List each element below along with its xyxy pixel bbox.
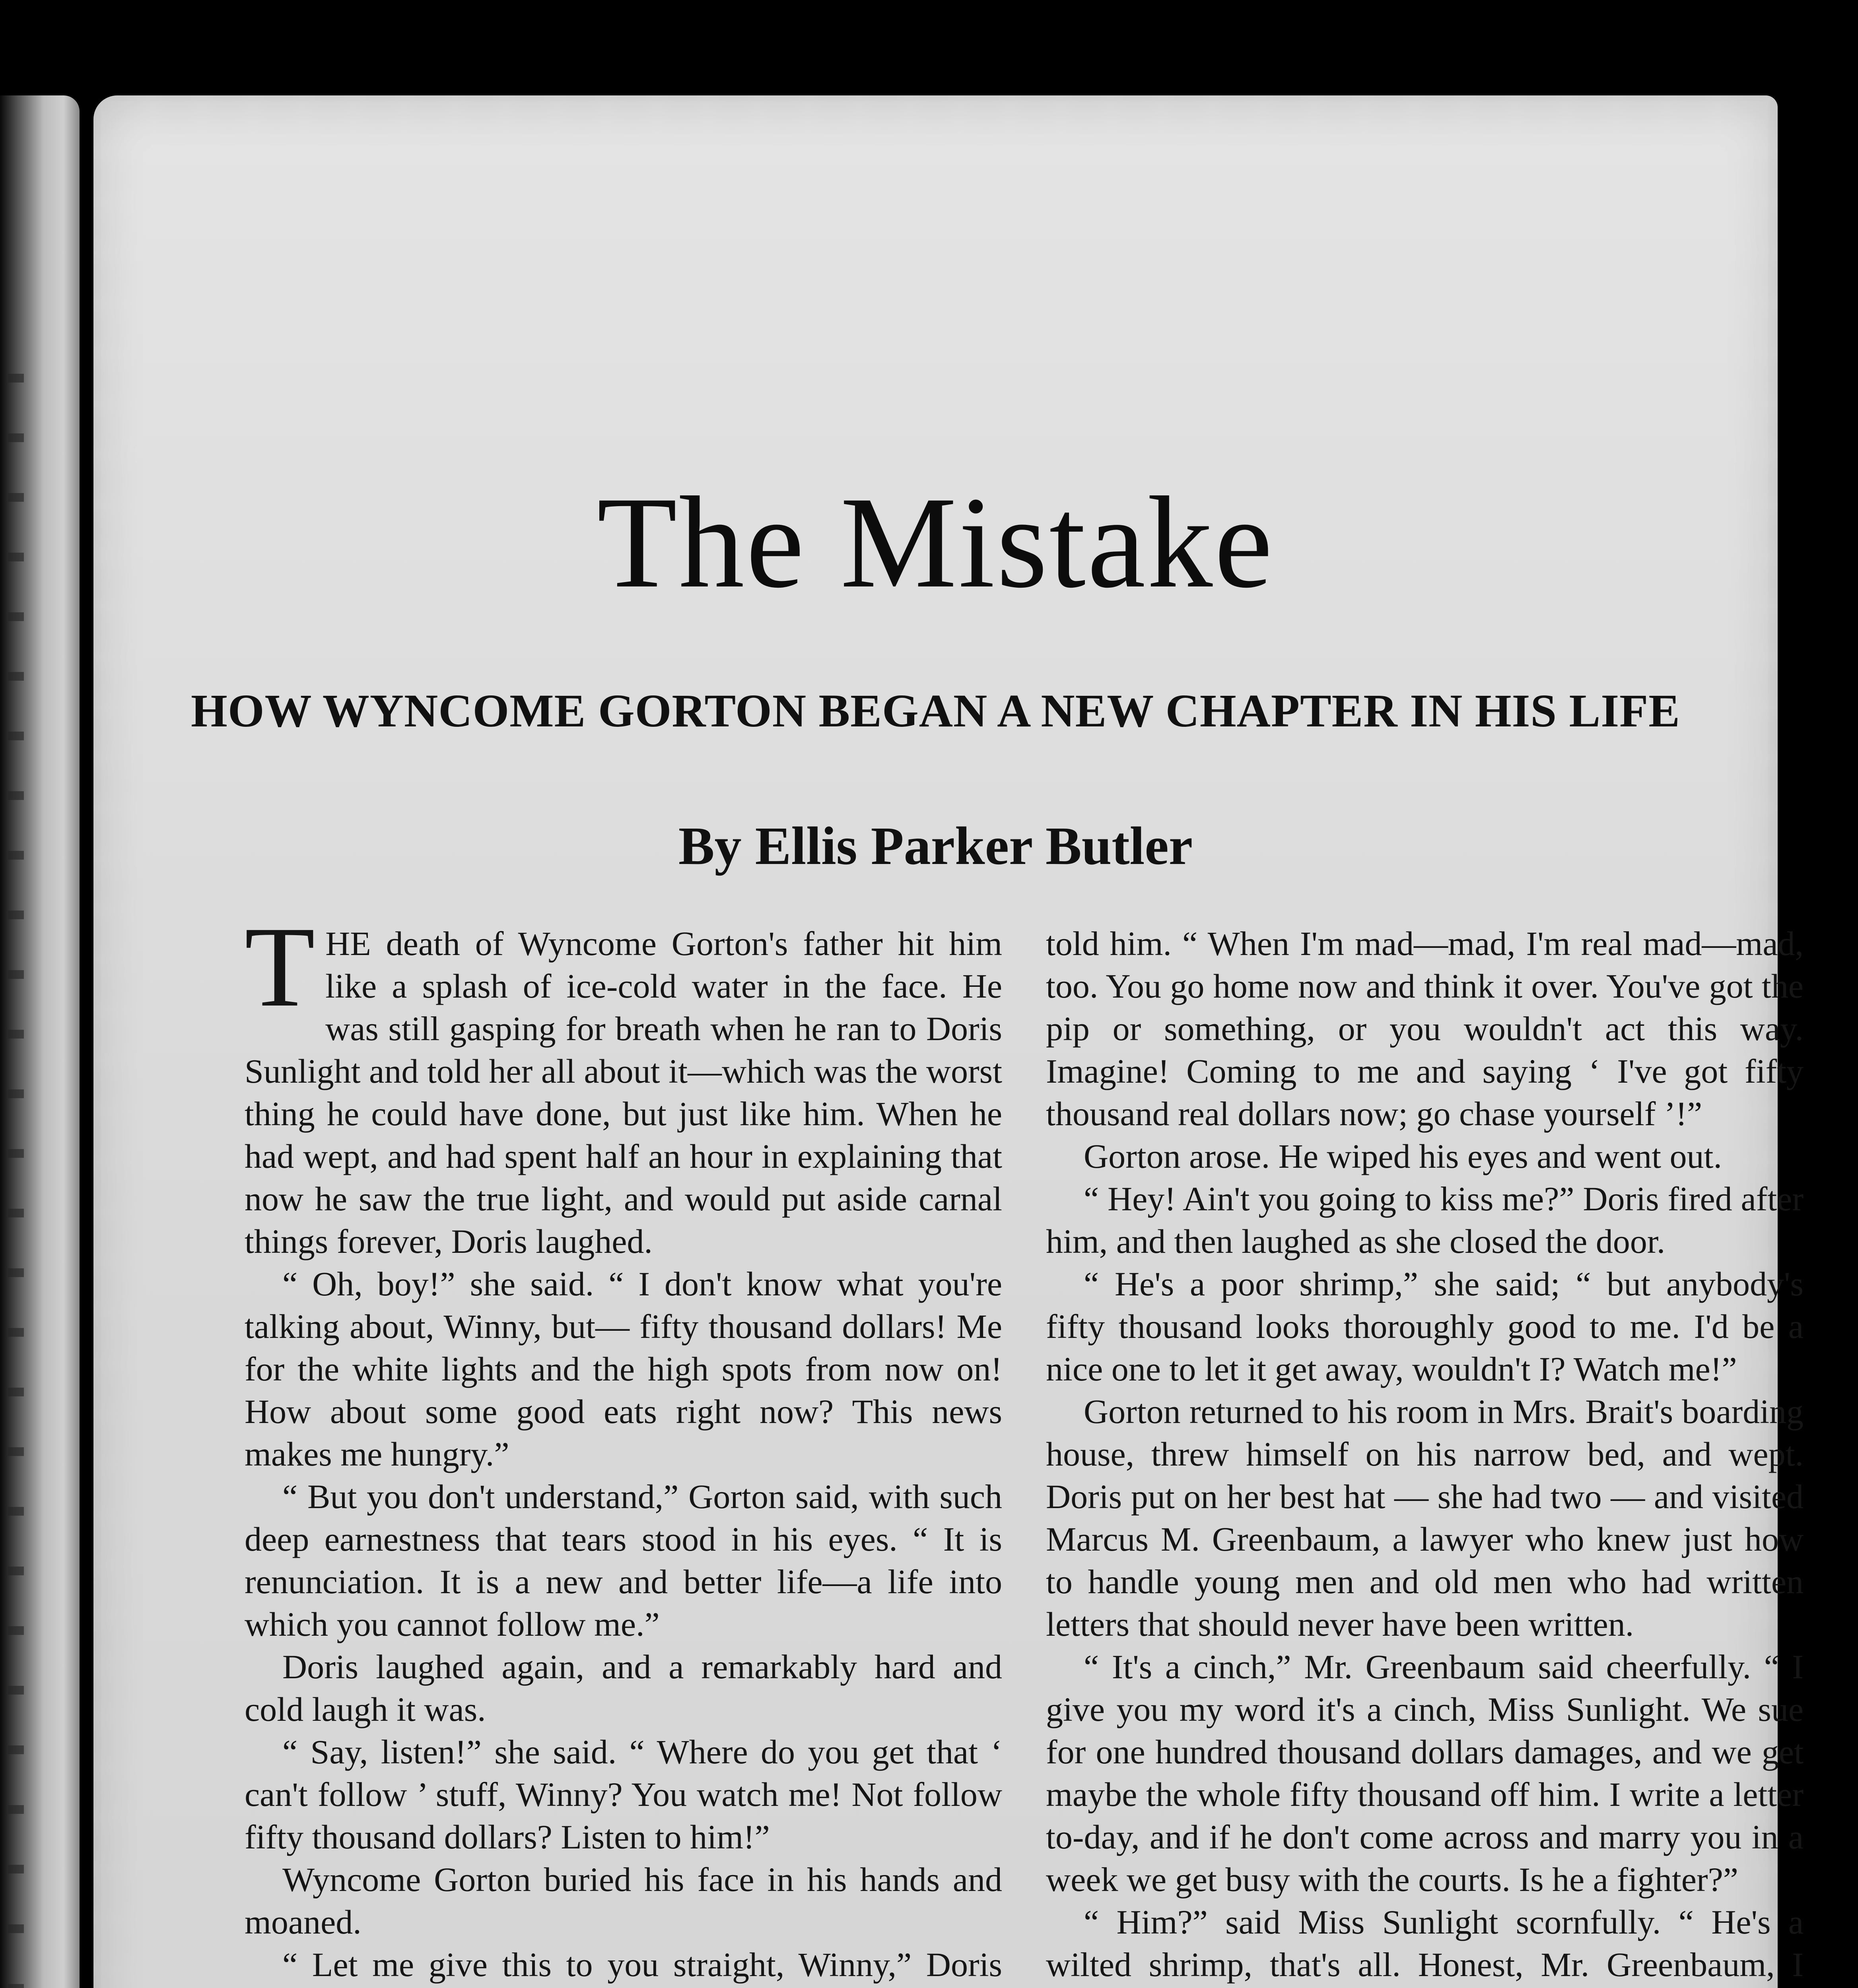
paragraph: told him. “ When I'm mad—mad, I'm real mad—mad, too. You go home now and think it over. You've got the pip or something, or you wouldn't act this way. Imagine! Coming to me and saying ‘ I've got fifty thousand real dollars now; go chase yourself ’!” bbox=[1046, 924, 1804, 1133]
paragraph: “ Say, listen!” she said. “ Where do you get that ‘ can't follow ’ stuff, Winny? You watch me! Not follow fifty thousand dollars? Listen to him!” bbox=[245, 1733, 1002, 1856]
paragraph: “ But you don't understand,” Gorton said, with such deep earnestness that tears stood in his eyes. “ It is renunciation. It is a new and better life—a life into which you cannot follow me.” bbox=[245, 1477, 1002, 1643]
paragraph bbox=[245, 903, 1002, 1263]
facing-page-edge bbox=[0, 95, 80, 1988]
story-title: The Mistake bbox=[597, 470, 1274, 615]
facing-page-text-fragments bbox=[8, 374, 24, 1988]
paragraph: “ Hey! Ain't you going to kiss me?” Doris fired after him, and then laughed as she closed the door. bbox=[1046, 1180, 1804, 1260]
text-column-left bbox=[245, 903, 1002, 1988]
magazine-page bbox=[93, 95, 1804, 1988]
paragraph-text: HE death of Wyncome Gorton's father hit him like a splash of ice-cold water in the face. He was still gasping for breath when he ran to Doris Sunlight and told her all about it—which was the worst thing he could have done, but just like him. When he had wept, and had spent half an hour in explaining that now he saw the true light, and would put aside carnal things forever, Doris laughed. bbox=[245, 924, 1002, 1260]
author-byline: By Ellis Parker Butler bbox=[678, 816, 1193, 876]
paragraph: “ It's a cinch,” Mr. Greenbaum said cheerfully. “ I give you my word it's a cinch, Miss Sunlight. We sue for one hundred thousand dollars damages, and we get maybe the whole fifty thousand off him. I write a letter to-day, and if he don't come across and marry you in a week we get busy with the courts. Is he a fighter?” bbox=[1046, 1648, 1804, 1899]
paragraph: “ He's a poor shrimp,” she said; “ but anybody's fifty thousand looks thoroughly good to me. I'd be a nice one to let it get away, wouldn't I? Watch me!” bbox=[1046, 1265, 1804, 1388]
paragraph: Gorton returned to his room in Mrs. Brait's boarding house, threw himself on his narrow bed, and wept. Doris put on her best hat — she had two — and visited Marcus M. Greenbaum, a lawyer who knew just how to handle young men and old men who had written letters that should never have been written. bbox=[1046, 1392, 1804, 1643]
paragraph: “ Oh, boy!” she said. “ I don't know what you're talking about, Winny, but— fifty thousand dollars! Me for the white lights and the high spots from now on! How about some good eats right now? This news makes me hungry.” bbox=[245, 1265, 1002, 1473]
paragraph: Wyncome Gorton buried his face in his hands and moaned. bbox=[245, 1860, 1002, 1941]
paragraph: “ Him?” said Miss Sunlight scornfully. “ He's a wilted shrimp, that's all. Honest, Mr. Greenbaum, I bbox=[1046, 1903, 1804, 1984]
paragraph: Doris laughed again, and a remarkably hard and cold laugh it was. bbox=[245, 1648, 1002, 1728]
paragraph: Gorton arose. He wiped his eyes and went out. bbox=[1084, 1137, 1722, 1175]
paragraph: “ Let me give this to you straight, Winny,” Doris bbox=[282, 1945, 1002, 1984]
drop-cap: T bbox=[245, 903, 315, 1031]
text-column-right bbox=[1046, 922, 1804, 1988]
story-subtitle: HOW WYNCOME GORTON BEGAN A NEW CHAPTER IN HIS LIFE bbox=[191, 685, 1680, 737]
